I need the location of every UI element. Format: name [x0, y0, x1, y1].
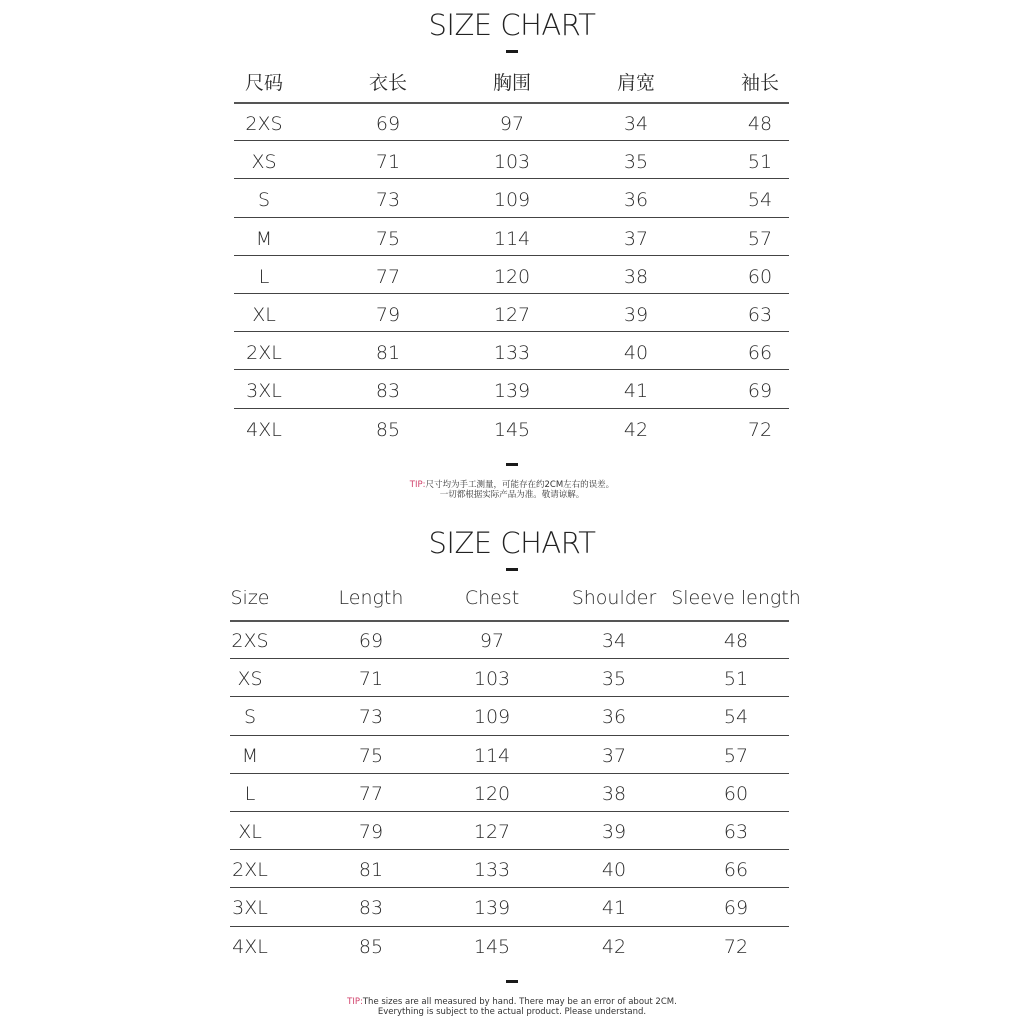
size-label-cell: 2XS	[231, 630, 269, 652]
row-divider	[230, 926, 789, 927]
row-divider	[230, 735, 789, 736]
header-cell: Size	[230, 587, 270, 609]
measurement-cell: 77	[358, 782, 384, 805]
measurement-cell: 42	[623, 418, 649, 441]
size-label-cell: 3XL	[232, 897, 268, 920]
tip-note-cn	[0, 480, 1024, 500]
size-label-cell: M	[241, 744, 259, 767]
measurement-cell: 36	[601, 706, 627, 729]
row-divider	[234, 408, 789, 409]
measurement-cell: 114	[493, 227, 531, 250]
size-label-cell: 2XL	[232, 859, 268, 882]
tip-label-cn: TIP:	[409, 480, 426, 490]
measurement-cell: 73	[375, 189, 401, 212]
measurement-cell: 39	[601, 821, 627, 843]
tip-line1-cn: 尺寸均为手工测量，可能存在约2CM左右的误差。	[425, 480, 615, 490]
measurement-cell: 139	[473, 897, 511, 920]
tip-line2-cn: 一切都根据实际产品为准。敬请谅解。	[439, 490, 585, 500]
size-label-cell: S	[243, 706, 257, 729]
measurement-cell: 97	[479, 630, 505, 652]
size-label-cell: XS	[237, 668, 263, 691]
size-label-cell: 3XL	[246, 380, 282, 403]
measurement-cell: 36	[623, 189, 649, 212]
measurement-cell: 133	[473, 859, 511, 882]
row-divider	[230, 811, 789, 812]
size-label-cell: XS	[251, 151, 277, 174]
tip-line2-en: Everything is subject to the actual product. Please understand.	[377, 1007, 647, 1017]
header-divider	[230, 620, 789, 622]
measurement-cell: 77	[375, 265, 401, 288]
measurement-cell: 109	[493, 189, 531, 212]
header-cell: Shoulder	[571, 587, 657, 609]
measurement-cell: 69	[375, 113, 401, 135]
size-label-cell: 4XL	[246, 418, 282, 441]
measurement-cell: 42	[601, 935, 627, 958]
measurement-cell: 66	[747, 342, 773, 365]
row-divider	[234, 217, 789, 218]
size-label-cell: XL	[252, 304, 276, 326]
measurement-cell: 38	[601, 782, 627, 805]
row-divider	[234, 140, 789, 141]
measurement-cell: 73	[358, 706, 384, 729]
measurement-cell: 133	[493, 342, 531, 365]
header-cell: 衣长	[368, 72, 407, 94]
header-cell: Sleeve length	[671, 587, 801, 609]
measurement-cell: 75	[375, 227, 401, 250]
measurement-cell: 97	[499, 113, 525, 135]
measurement-cell: 57	[747, 227, 773, 250]
measurement-cell: 35	[601, 668, 627, 691]
measurement-cell: 103	[473, 668, 511, 691]
measurement-cell: 40	[601, 859, 627, 882]
measurement-cell: 34	[601, 630, 627, 652]
measurement-cell: 51	[723, 668, 749, 691]
measurement-cell: 120	[473, 782, 511, 805]
row-divider	[230, 658, 789, 659]
measurement-cell: 63	[747, 304, 773, 326]
measurement-cell: 38	[623, 265, 649, 288]
measurement-cell: 37	[601, 744, 627, 767]
row-divider	[234, 255, 789, 256]
header-divider	[234, 102, 789, 104]
row-divider	[230, 887, 789, 888]
measurement-cell: 114	[473, 744, 511, 767]
measurement-cell: 35	[623, 151, 649, 174]
measurement-cell: 81	[375, 342, 401, 365]
size-chart-title-cn: SIZE CHART	[428, 8, 596, 42]
measurement-cell: 145	[493, 418, 531, 441]
measurement-cell: 34	[623, 113, 649, 135]
measurement-cell: 37	[623, 227, 649, 250]
measurement-cell: 54	[723, 706, 749, 729]
row-divider	[230, 849, 789, 850]
row-divider	[230, 773, 789, 774]
size-label-cell: L	[244, 782, 256, 805]
measurement-cell: 69	[358, 630, 384, 652]
header-cell: 尺码	[244, 72, 283, 94]
row-divider	[230, 696, 789, 697]
measurement-cell: 54	[747, 189, 773, 212]
measurement-cell: 145	[473, 935, 511, 958]
measurement-cell: 69	[747, 380, 773, 403]
header-cell: Length	[338, 587, 404, 609]
measurement-cell: 71	[358, 668, 384, 691]
measurement-cell: 79	[375, 304, 401, 326]
measurement-cell: 81	[358, 859, 384, 882]
measurement-cell: 48	[747, 113, 773, 135]
size-label-cell: M	[255, 227, 273, 250]
header-cell: Chest	[464, 587, 520, 609]
title-dash-cn	[506, 50, 518, 53]
measurement-cell: 139	[493, 380, 531, 403]
measurement-cell: 57	[723, 744, 749, 767]
header-cell: 肩宽	[616, 72, 655, 94]
measurement-cell: 127	[493, 304, 531, 326]
size-label-cell: S	[257, 189, 271, 212]
tip-line1-en: The sizes are all measured by hand. There may be an error of about 2CM.	[362, 997, 677, 1007]
measurement-cell: 71	[375, 151, 401, 174]
measurement-cell: 63	[723, 821, 749, 843]
size-label-cell: L	[258, 265, 270, 288]
title-dash-en	[506, 568, 518, 571]
measurement-cell: 41	[623, 380, 649, 403]
measurement-cell: 75	[358, 744, 384, 767]
tip-label-en: TIP:	[347, 997, 363, 1007]
size-label-cell: 4XL	[232, 935, 268, 958]
tip-note-en	[0, 997, 1024, 1017]
measurement-cell: 83	[358, 897, 384, 920]
measurement-cell: 127	[473, 821, 511, 843]
row-divider	[234, 331, 789, 332]
measurement-cell: 60	[747, 265, 773, 288]
row-divider	[234, 369, 789, 370]
measurement-cell: 103	[493, 151, 531, 174]
measurement-cell: 72	[723, 935, 749, 958]
size-label-cell: 2XS	[245, 113, 283, 135]
measurement-cell: 48	[723, 630, 749, 652]
measurement-cell: 39	[623, 304, 649, 326]
tip-dash-cn	[506, 463, 518, 466]
measurement-cell: 69	[723, 897, 749, 920]
row-divider	[234, 293, 789, 294]
measurement-cell: 120	[493, 265, 531, 288]
header-cell: 胸围	[492, 72, 531, 94]
measurement-cell: 79	[358, 821, 384, 843]
measurement-cell: 51	[747, 151, 773, 174]
row-divider	[234, 178, 789, 179]
size-label-cell: 2XL	[246, 342, 282, 365]
measurement-cell: 109	[473, 706, 511, 729]
measurement-cell: 40	[623, 342, 649, 365]
header-cell: 袖长	[740, 72, 779, 94]
measurement-cell: 85	[358, 935, 384, 958]
measurement-cell: 60	[723, 782, 749, 805]
measurement-cell: 85	[375, 418, 401, 441]
measurement-cell: 72	[747, 418, 773, 441]
measurement-cell: 66	[723, 859, 749, 882]
size-chart-title-en: SIZE CHART	[428, 526, 596, 560]
tip-dash-en	[506, 980, 518, 983]
size-label-cell: XL	[238, 821, 262, 843]
measurement-cell: 41	[601, 897, 627, 920]
measurement-cell: 83	[375, 380, 401, 403]
